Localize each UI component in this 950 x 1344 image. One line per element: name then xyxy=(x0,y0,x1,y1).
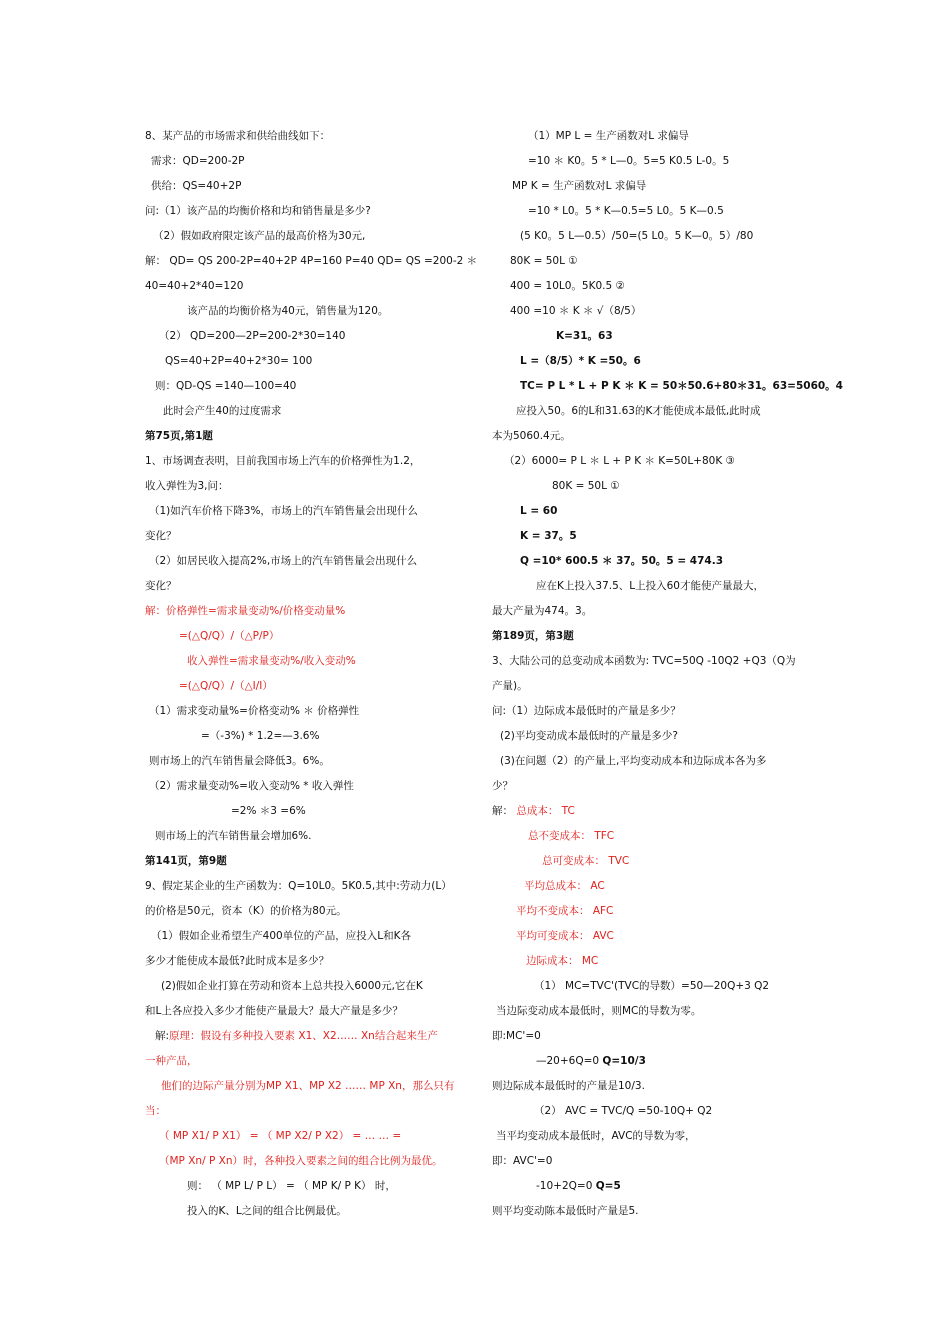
text-line: 此时会产生40的过度需求 xyxy=(163,405,282,417)
text-line: 少？ xyxy=(492,780,513,792)
text-line: K=31。63 xyxy=(556,330,613,342)
text-line: 则边际成本最低时的产量是10/3. xyxy=(492,1080,645,1092)
text-line: 应投入50。6的L和31.63的K才能使成本最低,此时成 xyxy=(516,405,761,417)
text-line: 即：AVC'=0 xyxy=(492,1155,553,1167)
left-column xyxy=(145,124,478,1224)
text-line: 应在K上投入37.5、L上投入60才能使产量最大， xyxy=(536,580,764,592)
text-line: 收入弹性=需求量变动%/收入变动% xyxy=(187,655,356,667)
text-line: 产量)。 xyxy=(492,680,528,692)
text-line: 和L上各应投入多少才能使产量最大？最大产量是多少？ xyxy=(145,1005,403,1017)
text-line: 400 =10 ＊ K ＊ √（8/5） xyxy=(510,305,642,317)
text-line: (2)平均变动成本最低时的产量是多少? xyxy=(500,730,678,742)
text-line: K = 37。5 xyxy=(520,530,577,542)
text-line: (3)在问题（2）的产量上,平均变动成本和边际成本各为多 xyxy=(500,755,767,767)
text-line: =2% ＊3 =6% xyxy=(231,805,306,817)
text-line: 80K = 50L ① xyxy=(510,255,578,267)
text-line: 则平均变动陈本最低时产量是5. xyxy=(492,1205,639,1217)
text-line: 多少才能使成本最低?此时成本是多少？ xyxy=(145,955,330,967)
text-line: 一种产品， xyxy=(145,1055,198,1067)
text-line: L = 60 xyxy=(520,505,558,517)
text-line: （2）6000= P L ＊ L + P K ＊ K=50L+80K ③ xyxy=(504,455,735,467)
text-line: 则： （ MP L/ P L） = （ MP K/ P K） 时， xyxy=(187,1180,396,1192)
text-line: 变化？ xyxy=(145,530,177,542)
text-line: 需求：QD=200-2P xyxy=(151,155,245,167)
text-line: 本为5060.4元。 xyxy=(492,430,571,442)
text-line: （2）需求量变动%=收入变动% * 收入弹性 xyxy=(149,780,354,792)
text-line: 即:MC'=0 xyxy=(492,1030,541,1042)
text-line: （ MP X1/ P X1） = （ MP X2/ P X2） = … … = xyxy=(159,1130,402,1142)
text-line: 80K = 50L ① xyxy=(552,480,620,492)
text-line: 平均总成本： AC xyxy=(524,880,605,892)
text-line: 则：QD-QS =140—100=40 xyxy=(155,380,297,392)
text-line: —20+6Q=0 Q=10/3 xyxy=(536,1055,646,1067)
text-line: （MP Xn/ P Xn）时，各种投入要素之间的组合比例为最优。 xyxy=(159,1155,443,1167)
text-line: 解： 总成本： TC xyxy=(492,805,575,817)
text-line: MP K = 生产函数对L 求偏导 xyxy=(512,180,647,192)
text-line: 解：价格弹性=需求量变动%/价格变动量% xyxy=(145,605,346,617)
text-line: 供给：QS=40+2P xyxy=(151,180,242,192)
text-line: （2） QD=200—2P=200-2*30=140 xyxy=(159,330,346,342)
text-line: 解： QD= QS 200-2P=40+2P 4P=160 P=40 QD= QS =200-2 ＊ xyxy=(145,255,478,267)
text-line: 第189页，第3题 xyxy=(492,630,574,642)
text-line: 则市场上的汽车销售量会降低3。6%。 xyxy=(149,755,330,767)
text-line: 解:原理：假设有多种投入要素 X1、X2…… Xn结合起来生产 xyxy=(155,1030,438,1042)
text-line: 问:（1）边际成本最低时的产量是多少？ xyxy=(492,705,681,717)
text-line: 平均可变成本： AVC xyxy=(516,930,614,942)
text-line: =(△Q/Q）/（△P/P） xyxy=(179,630,280,642)
text-line: -10+2Q=0 Q=5 xyxy=(536,1180,621,1192)
text-line: 边际成本： MC xyxy=(526,955,599,967)
text-line: 总可变成本： TVC xyxy=(542,855,630,867)
right-column xyxy=(492,124,843,1224)
text-line: Q =10* 600.5 ＊ 37。50。5 = 474.3 xyxy=(520,555,724,567)
text-line: 投入的K、L之间的组合比例最优。 xyxy=(187,1205,347,1217)
text-line: 400 = 10L0。5K0.5 ② xyxy=(510,280,625,292)
text-line: 第141页，第9题 xyxy=(145,855,227,867)
text-line: 收入弹性为3,问： xyxy=(145,480,229,492)
text-line: 3、大陆公司的总变动成本函数为: TVC=50Q -10Q2 +Q3（Q为 xyxy=(492,655,796,667)
text-line: (2)假如企业打算在劳动和资本上总共投入6000元,它在K xyxy=(161,980,423,992)
text-line: （1）需求变动量%=价格变动% ＊ 价格弹性 xyxy=(149,705,360,717)
text-line: 当平均变动成本最低时，AVC的导数为零， xyxy=(496,1130,696,1142)
text-line: 最大产量为474。3。 xyxy=(492,605,593,617)
text-line: 1、市场调查表明，目前我国市场上汽车的价格弹性为1.2， xyxy=(145,455,421,467)
text-line: =10 * L0。5 * K—0.5=5 L0。5 K—0.5 xyxy=(528,205,724,217)
text-line: 当边际变动成本最低时，则MC的导数为零。 xyxy=(496,1005,702,1017)
text-line: 8、某产品的市场需求和供给曲线如下： xyxy=(145,130,331,142)
text-line: =（-3%) * 1.2=—3.6% xyxy=(201,730,320,742)
text-line: 总不变成本： TFC xyxy=(528,830,615,842)
text-line: （1）MP L = 生产函数对L 求偏导 xyxy=(528,130,689,142)
text-line: L =（8/5）* K =50。6 xyxy=(520,355,641,367)
text-line: （1）假如企业希望生产400单位的产品，应投入L和K各 xyxy=(151,930,411,942)
text-line: 变化？ xyxy=(145,580,177,592)
text-line: 该产品的均衡价格为40元，销售量为120。 xyxy=(187,305,389,317)
text-line: TC= P L * L + P K ＊ K = 50＊50.6+80＊31。63=5060。4 xyxy=(520,380,843,392)
text-line: （2） AVC = TVC/Q =50-10Q+ Q2 xyxy=(534,1105,713,1117)
text-line: 第75页,第1题 xyxy=(145,430,213,442)
text-line: 平均不变成本： AFC xyxy=(516,905,614,917)
text-line: QS=40+2P=40+2*30= 100 xyxy=(165,355,313,367)
text-line: 他们的边际产量分别为MP X1、MP X2 …… MP Xn，那么只有 xyxy=(161,1080,455,1092)
text-line: 9、假定某企业的生产函数为：Q=10L0。5K0.5,其中:劳动力(L） xyxy=(145,880,452,892)
text-line: （2）如居民收入提高2%,市场上的汽车销售量会出现什么 xyxy=(149,555,418,567)
text-line: (5 K0。5 L—0.5）/50=(5 L0。5 K—0。5）/80 xyxy=(520,230,754,242)
text-line: （1） MC=TVC'(TVC的导数）=50—20Q+3 Q2 xyxy=(534,980,770,992)
text-line: 当： xyxy=(145,1105,166,1117)
text-line: 则市场上的汽车销售量会增加6%. xyxy=(155,830,312,842)
text-line: 问:（1）该产品的均衡价格和均和销售量是多少? xyxy=(145,205,371,217)
text-line: （2）假如政府限定该产品的最高价格为30元, xyxy=(153,230,366,242)
text-line: =(△Q/Q）/（△I/I） xyxy=(179,680,273,692)
text-line: （1)如汽车价格下降3%，市场上的汽车销售量会出现什么 xyxy=(149,505,418,517)
text-line: 40=40+2*40=120 xyxy=(145,280,244,292)
text-line: 的价格是50元，资本（K）的价格为80元。 xyxy=(145,905,347,917)
text-line: =10 ＊ K0。5 * L—0。5=5 K0.5 L-0。5 xyxy=(528,155,730,167)
